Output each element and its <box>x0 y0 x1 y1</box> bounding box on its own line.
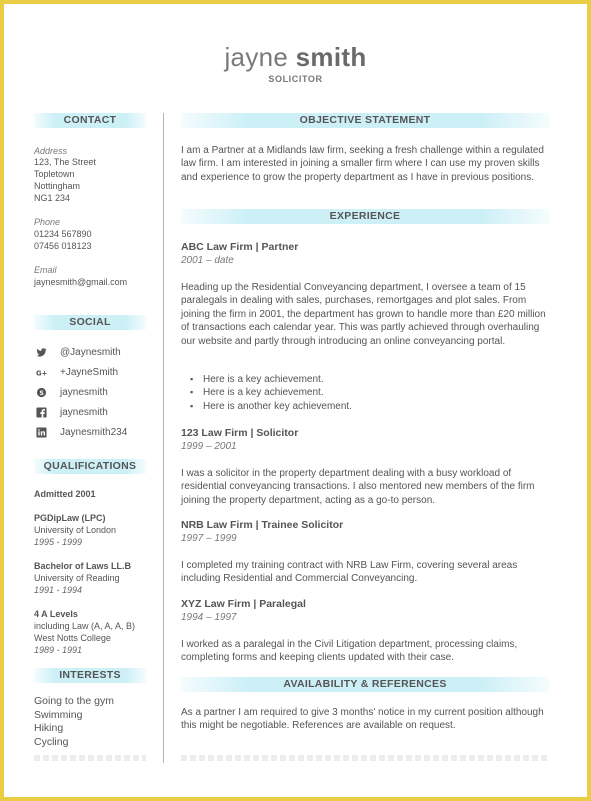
availability-text <box>181 706 551 733</box>
social-handle: Jaynesmith234 <box>60 426 128 438</box>
social-item-google-plus[interactable] <box>36 365 118 379</box>
address-line: 123, The Street <box>34 157 96 167</box>
job-title: NRB Law Firm | Trainee Solicitor <box>181 519 344 531</box>
svg-text:S: S <box>39 389 44 397</box>
qualification-dates: 1995 - 1999 <box>34 537 83 547</box>
job-title: SOLICITOR <box>268 74 323 84</box>
admitted-year: Admitted 2001 <box>34 489 96 499</box>
job-paragraph: I was a solicitor in the property department dealing with a busy workload of residential conveyancing transactions. I also mentored new members of the firm joining the property department, acting as a go-to person. <box>181 468 535 506</box>
social-item-facebook[interactable] <box>36 405 108 419</box>
qualifications-heading: QUALIFICATIONS <box>34 459 146 474</box>
linkedin-icon <box>36 427 47 438</box>
objective-text <box>181 144 551 184</box>
job-description <box>181 638 551 665</box>
interest-item: Swimming <box>34 709 83 721</box>
phone-label: Phone <box>34 217 61 227</box>
job-dates: 1999 – 2001 <box>181 441 237 452</box>
job-dates: 1994 – 1997 <box>181 612 237 623</box>
twitter-icon <box>36 347 47 358</box>
availability-paragraph: As a partner I am required to give 3 months' notice in my current position although this might be negotiable. References are available on request. <box>181 707 544 732</box>
qualification-dates: 1989 - 1991 <box>34 645 83 655</box>
phone-number: 07456 018123 <box>34 241 92 251</box>
job-dates: 1997 – 1999 <box>181 533 237 544</box>
objective-heading: OBJECTIVE STATEMENT <box>181 113 549 128</box>
interest-item: Going to the gym <box>34 695 114 707</box>
social-handle: +JayneSmith <box>60 366 119 378</box>
experience-heading: EXPERIENCE <box>181 209 549 224</box>
address-label: Address <box>34 146 68 156</box>
google-plus-icon <box>36 367 47 378</box>
contact-heading: CONTACT <box>34 113 146 128</box>
job-title: 123 Law Firm | Solicitor <box>181 427 299 439</box>
interest-item: Hiking <box>34 722 64 734</box>
achievement-bullet: ▪ Here is another key achievement. <box>203 401 352 412</box>
qualification-title: Bachelor of Laws LL.B <box>34 561 132 571</box>
interest-item: Cycling <box>34 736 69 748</box>
qualification-institution: University of Reading <box>34 573 120 583</box>
qualification-detail: including Law (A, A, A, B) <box>34 621 136 631</box>
email-address[interactable]: jaynesmith@gmail.com <box>34 277 128 287</box>
first-name: jayne <box>224 42 289 72</box>
interests-heading: INTERESTS <box>34 668 146 683</box>
achievement-bullet: ▪ Here is a key achievement. <box>203 387 324 398</box>
footer-decoration <box>181 755 549 761</box>
qualification-institution: West Notts College <box>34 633 111 643</box>
job-paragraph: I worked as a paralegal in the Civil Litigation department, processing claims, completing forms and keeping clients updated with their case. <box>181 639 518 664</box>
job-title: XYZ Law Firm | Paralegal <box>181 598 306 610</box>
achievement-bullet: ▪ Here is a key achievement. <box>203 374 324 385</box>
phone-number: 01234 567890 <box>34 229 92 239</box>
facebook-icon <box>36 407 47 418</box>
job-paragraph: I completed my training contract with NRB Law Firm, covering several areas including Residential and Commercial Conveyancing. <box>181 560 518 585</box>
job-description <box>181 559 551 586</box>
social-item-linkedin[interactable] <box>36 425 127 439</box>
email-label: Email <box>34 265 57 275</box>
qualification-title: PGDipLaw (LPC) <box>34 513 106 523</box>
column-divider <box>163 113 164 763</box>
qualification-title: 4 A Levels <box>34 609 78 619</box>
job-paragraph: Heading up the Residential Conveyancing department, I oversee a team of 15 paralegals in dealing with sales, purchases, remortgages and plot sales. From joining the firm in 2001, the department has grown to handle more than £20 million of transactions each calendar year. This was partly achieved through overhauling our website and partly through introducing an online conveyancing portal. <box>181 282 546 347</box>
social-handle: jaynesmith <box>60 386 108 398</box>
last-name: smith <box>295 42 367 72</box>
social-handle: @Jaynesmith <box>60 346 121 358</box>
job-title: ABC Law Firm | Partner <box>181 241 299 253</box>
qualification-institution: University of London <box>34 525 117 535</box>
availability-heading: AVAILABILITY & REFERENCES <box>181 677 549 692</box>
social-heading: SOCIAL <box>34 315 146 330</box>
social-handle: jaynesmith <box>60 406 108 418</box>
address-line: Topletown <box>34 169 75 179</box>
job-description <box>181 281 551 348</box>
job-description <box>181 467 551 507</box>
social-item-twitter[interactable] <box>36 345 121 359</box>
address-line: Nottingham <box>34 181 81 191</box>
svg-text:G+: G+ <box>36 368 47 377</box>
address-line: NG1 234 <box>34 193 71 203</box>
footer-decoration <box>34 755 146 761</box>
qualification-dates: 1991 - 1994 <box>34 585 83 595</box>
skype-icon <box>36 387 47 398</box>
job-dates: 2001 – date <box>181 255 234 266</box>
social-item-skype[interactable] <box>36 385 108 399</box>
objective-paragraph: I am a Partner at a Midlands law firm, seeking a fresh challenge within a regulated law firm. I am interested in joining a smaller firm where I can use my proven skills and experience to grow the property department as I have in previous positions. <box>181 145 544 183</box>
candidate-name <box>0 42 591 73</box>
